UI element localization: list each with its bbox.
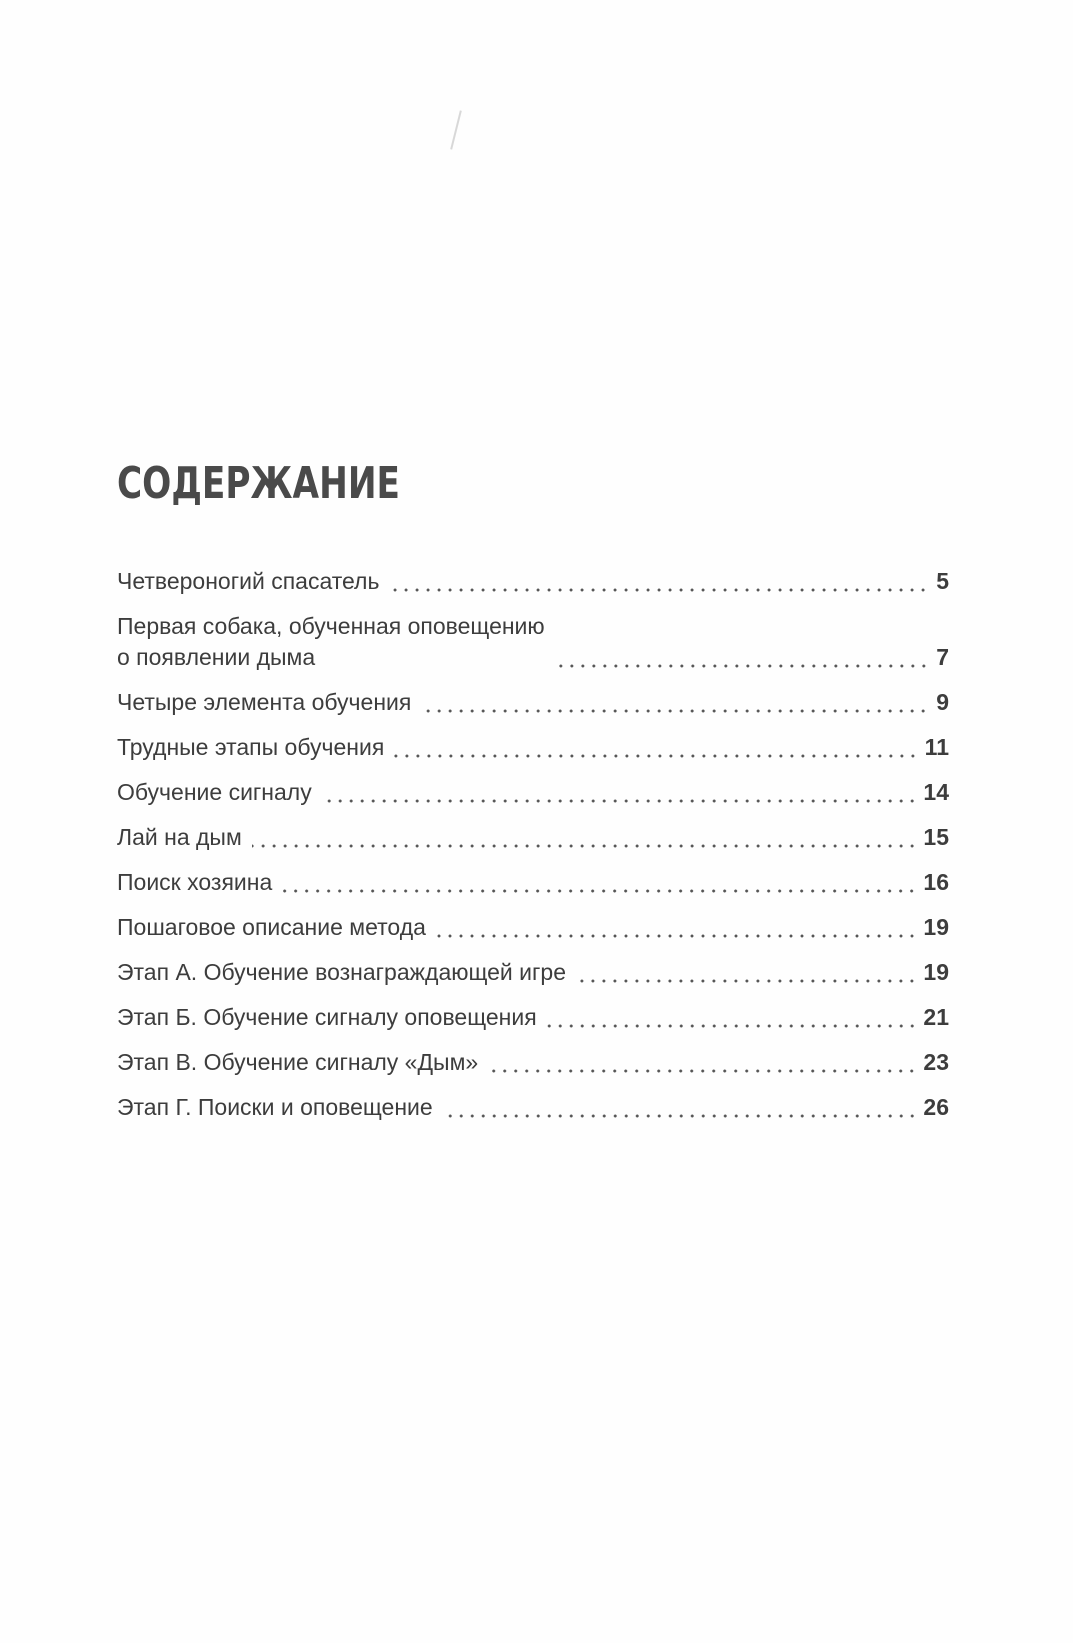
toc-entry-text: Первая собака, обученная оповещению о появлении дыма — [117, 613, 545, 670]
toc-entry-text: Поиск хозяина — [117, 869, 273, 895]
toc-title: СОДЕРЖАНИЕ — [117, 458, 400, 509]
toc-entry-text: Обучение сигналу — [117, 779, 312, 805]
toc-entry-text: Этап Б. Обучение сигналу оповещения — [117, 1004, 537, 1030]
toc-leader-dots — [436, 912, 918, 943]
toc-entry — [117, 912, 949, 943]
toc-entry — [117, 957, 949, 988]
toc-leader-dots — [322, 777, 918, 808]
toc-list — [117, 566, 949, 1137]
toc-leader-dots — [282, 867, 917, 898]
toc-entry-text: Этап Г. Поиски и оповещение — [117, 1094, 433, 1120]
toc-entry-text: Этап В. Обучение сигналу «Дым» — [117, 1049, 479, 1075]
toc-leader-dots — [555, 642, 929, 673]
toc-entry-page: 14 — [923, 779, 949, 805]
toc-entry — [117, 1002, 949, 1033]
toc-leader-dots — [252, 822, 918, 853]
toc-entry-page: 26 — [923, 1094, 949, 1120]
toc-leader-dots — [421, 687, 929, 718]
toc-entry-text: Пошаговое описание метода — [117, 914, 426, 940]
toc-leader-dots — [488, 1047, 917, 1078]
toc-entry-page: 23 — [923, 1049, 949, 1075]
toc-leader-dots — [443, 1092, 918, 1123]
toc-entry-page: 16 — [923, 869, 949, 895]
toc-entry — [117, 822, 949, 853]
toc-entry — [117, 732, 949, 763]
toc-leader-dots — [389, 566, 929, 597]
toc-entry-text: Четыре элемента обучения — [117, 689, 412, 715]
toc-entry — [117, 687, 949, 718]
toc-entry-text: Лай на дым — [117, 824, 242, 850]
toc-entry-page: 9 — [936, 689, 949, 715]
toc-entry-page: 7 — [936, 644, 949, 670]
toc-entry-page: 15 — [923, 824, 949, 850]
toc-entry-page: 11 — [924, 734, 949, 760]
toc-entry-page: 19 — [923, 914, 949, 940]
toc-entry — [117, 867, 949, 898]
toc-entry — [117, 611, 949, 673]
toc-entry-page: 21 — [923, 1004, 949, 1030]
toc-entry — [117, 566, 949, 597]
toc-entry-text: Трудные этапы обучения — [117, 734, 385, 760]
toc-entry-text: Этап А. Обучение вознаграждающей игре — [117, 959, 566, 985]
toc-leader-dots — [576, 957, 917, 988]
toc-leader-dots — [547, 1002, 918, 1033]
toc-leader-dots — [394, 732, 918, 763]
paper-mark — [450, 110, 462, 149]
toc-entry-text: Четвероногий спасатель — [117, 568, 380, 594]
toc-entry — [117, 1047, 949, 1078]
toc-entry-page: 5 — [936, 568, 949, 594]
toc-entry — [117, 777, 949, 808]
toc-entry-page: 19 — [923, 959, 949, 985]
toc-entry — [117, 1092, 949, 1123]
